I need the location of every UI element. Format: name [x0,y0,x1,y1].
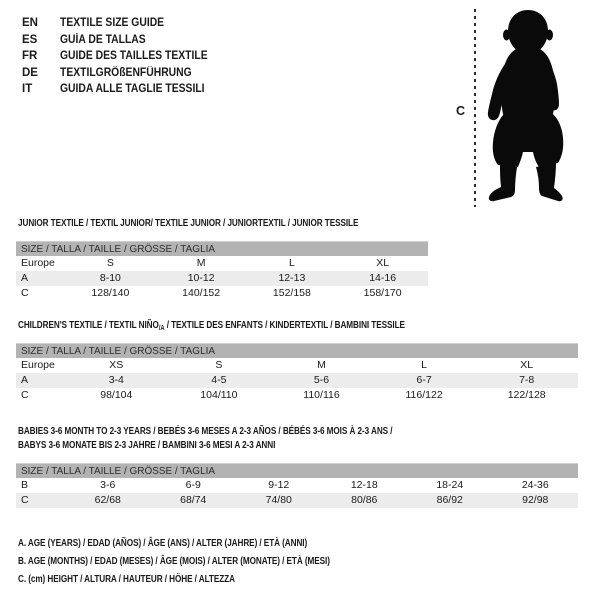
row-label: B [21,479,29,491]
section-title-text: BABYS 3-6 MONATE BIS 2-3 JAHRE / BAMBINI 3-6 MESI A 2-3 ANNI [18,439,276,451]
table-row [16,373,578,388]
footnote-text: C. (cm) HEIGHT / ALTURA / HAUTEUR / HÖHE / ALTEZZA [18,573,235,585]
language-label: GUÍA DE TALLAS [60,33,146,46]
footnotes [18,534,418,588]
toddler-silhouette [488,10,563,201]
table-row [16,388,578,403]
size-cell: 86/92 [436,494,463,506]
language-code: DE [22,66,38,79]
size-cell: M [196,257,206,269]
size-cell: 10-12 [187,272,215,284]
language-label: GUIDE DES TAILLES TEXTILE [60,50,208,63]
table-header-label: SIZE / TALLA / TAILLE / GRÖSSE / TAGLIA [21,243,216,255]
language-code: FR [22,50,38,63]
section-title-text: BABIES 3-6 MONTH TO 2-3 YEARS / BEBÉS 3-6 MESES A 2-3 AÑOS / BÉBÉS 3-6 MOIS À 2-3 ANS / [18,425,393,437]
section-title-text: CHILDREN'S TEXTILE / TEXTIL NIÑO [18,319,159,331]
language-code: IT [22,83,33,96]
size-cell: 8-10 [99,272,121,284]
size-cell: XS [109,359,124,371]
table-row [16,286,428,301]
language-label-wrap [60,32,155,49]
size-cell: 14-16 [369,272,397,284]
size-cell: 12-18 [350,479,378,491]
size-cell: 7-8 [519,374,535,386]
toddler-silhouette-svg [448,6,580,212]
size-cell: 110/116 [303,389,340,401]
footnote-line [18,534,418,552]
size-cell: 18-24 [436,479,464,491]
language-label: TEXTILGRÖßENFÜHRUNG [60,66,192,79]
size-cell: 62/68 [94,494,121,506]
language-row [22,81,224,98]
section-title [18,318,600,332]
size-cell: 122/128 [507,389,546,401]
language-row [22,15,224,32]
table-row [16,256,428,271]
language-label: GUIDA ALLE TAGLIE TESSILI [60,83,205,96]
section-title-line [18,424,600,438]
section-title-line [18,216,600,230]
size-cell: L [288,257,295,269]
row-label: Europe [21,359,55,371]
row-label: C [21,287,29,299]
size-cell: 12-13 [278,272,306,284]
table-header-bar [16,241,428,256]
language-row [22,48,224,65]
size-cell: 152/158 [272,287,311,299]
size-cell: 3-6 [100,479,116,491]
size-cell: 74/80 [265,494,292,506]
section-title-text: JUNIOR TEXTILE / TEXTIL JUNIOR/ TEXTILE JUNIOR / JUNIORTEXTIL / JUNIOR TESSILE [18,217,359,229]
table-row [16,478,578,493]
row-label: C [21,494,29,506]
row-label: A [21,272,29,284]
size-guide-section [0,216,600,301]
table-row [16,358,578,373]
size-cell: 128/140 [91,287,130,299]
language-label-wrap [60,65,206,82]
row-label: C [21,389,29,401]
size-cell: 24-36 [521,479,549,491]
language-label-wrap [60,15,176,32]
size-cell: M [317,359,326,371]
size-cell: 98/104 [100,389,133,401]
section-title-text: / TEXTILE DES ENFANTS / KINDERTEXTIL / BAMBINI TESSILE [164,319,405,331]
size-cell: 68/74 [180,494,207,506]
footnote-text: A. AGE (YEARS) / EDAD (AÑOS) / ÂGE (ANS) / ALTER (JAHRE) / ETÀ (ANNI) [18,537,308,549]
size-cell: 80/86 [351,494,378,506]
size-cell: 140/152 [182,287,221,299]
language-label: TEXTILE SIZE GUIDE [60,17,165,29]
size-cell: XL [376,257,390,269]
size-cell: 158/170 [363,287,402,299]
language-row [22,65,224,82]
language-label-wrap [60,81,221,98]
section-title-line [18,438,600,452]
size-cell: 3-4 [108,374,124,386]
size-table [16,463,578,508]
size-table [16,343,578,403]
language-code: EN [22,17,38,29]
table-header-label: SIZE / TALLA / TAILLE / GRÖSSE / TAGLIA [21,465,216,477]
size-cell: XL [520,359,534,371]
size-table [16,241,428,301]
size-cell: 92/98 [522,494,549,506]
size-guide-section [0,318,600,403]
size-cell: S [106,257,114,269]
size-cell: 4-5 [211,374,227,386]
height-label: C [456,104,466,118]
height-figure [448,6,580,212]
table-row [16,493,578,508]
footnote-line [18,552,418,570]
language-row [22,32,224,49]
section-title [18,216,600,230]
size-cell: S [215,359,223,371]
row-label: A [21,374,29,386]
language-legend [22,15,224,98]
size-guide-section [0,424,600,508]
section-title-line [18,318,600,332]
footnote-text: B. AGE (MONTHS) / EDAD (MESES) / ÂGE (MOIS) / ALTER (MONATE) / ETÀ (MESI) [18,555,330,567]
size-cell: L [421,359,427,371]
footnote-line [18,570,418,588]
table-header-bar [16,463,578,478]
section-title [18,424,600,452]
size-cell: 9-12 [268,479,290,491]
size-cell: 116/122 [405,389,443,401]
size-cell: 6-7 [416,374,432,386]
table-header-bar [16,343,578,358]
section-title-text: /A [158,323,165,332]
size-cell: 104/110 [200,389,238,401]
language-label-wrap [60,48,224,65]
row-label: Europe [21,257,55,269]
language-code: ES [22,33,38,46]
table-row [16,271,428,286]
size-cell: 6-9 [185,479,201,491]
table-header-label: SIZE / TALLA / TAILLE / GRÖSSE / TAGLIA [21,345,216,357]
size-cell: 5-6 [313,374,330,386]
